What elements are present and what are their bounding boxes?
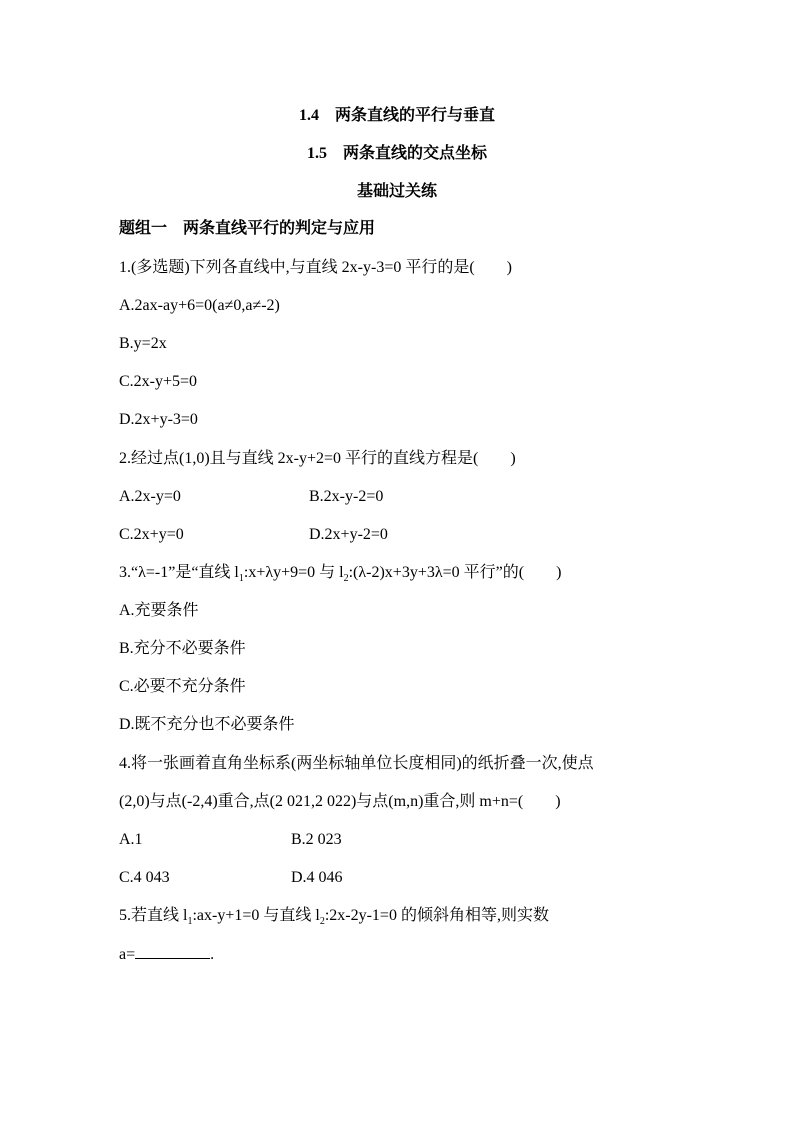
question-2-close: ) (510, 450, 516, 467)
question-5-stem (119, 906, 549, 926)
question-3-option-b: B.充分不必要条件 (119, 640, 246, 657)
question-5-period: . (210, 946, 215, 963)
question-4-stem-line-2 (119, 792, 561, 812)
question-4-close: ) (555, 793, 561, 810)
question-1-stem (119, 258, 512, 278)
question-3-stem (119, 563, 561, 583)
question-3-option-c: C.必要不充分条件 (119, 678, 246, 695)
subscript-1: 1 (187, 916, 193, 928)
question-4-option-c: C.4 043 (119, 869, 170, 886)
question-5-text-a: 5.若直线 l (119, 907, 188, 924)
question-3-text-b: :x+λy+9=0 与 l (243, 564, 344, 581)
question-4-text: (2,0)与点(-2,4)重合,点(2 021,2 022)与点(m,n)重合,则 m+n=( (119, 793, 524, 810)
section-title-1-4: 1.4 两条直线的平行与垂直 (298, 107, 495, 124)
question-5-answer-line (119, 944, 214, 965)
subscript-2: 2 (319, 916, 325, 928)
question-5-text-b: :ax-y+1=0 与直线 l (192, 907, 320, 924)
question-3-text-c: :(λ-2)x+3y+3λ=0 平行”的( (348, 564, 525, 581)
question-4-option-d: D.4 046 (291, 869, 343, 886)
question-1-text: 1.(多选题)下列各直线中,与直线 2x-y-3=0 平行的是( (119, 259, 475, 276)
subscript-1: 1 (238, 573, 244, 585)
group-heading: 题组一 两条直线平行的判定与应用 (119, 220, 376, 237)
question-3-option-a: A.充要条件 (119, 602, 199, 619)
question-3-option-d: D.既不充分也不必要条件 (119, 716, 295, 733)
section-title-1-5: 1.5 两条直线的交点坐标 (306, 145, 487, 162)
question-4-option-a: A.1 (119, 831, 143, 848)
question-1-option-c: C.2x-y+5=0 (119, 373, 198, 390)
subscript-2: 2 (343, 573, 349, 585)
question-4-option-b: B.2 023 (291, 831, 342, 848)
question-3-text-a: 3.“λ=-1”是“直线 l (119, 564, 239, 581)
exercise-subtitle: 基础过关练 (356, 183, 437, 200)
question-2-option-d: D.2x+y-2=0 (309, 526, 388, 543)
question-5-answer-label: a= (119, 946, 136, 963)
question-2-option-b: B.2x-y-2=0 (309, 488, 384, 505)
question-1-option-d: D.2x+y-3=0 (119, 411, 198, 428)
question-2-stem (119, 449, 516, 469)
question-2-option-a: A.2x-y=0 (119, 488, 181, 505)
question-1-close: ) (506, 259, 512, 276)
question-4-stem-line-1: 4.将一张画着直角坐标系(两坐标轴单位长度相同)的纸折叠一次,使点 (119, 755, 594, 772)
question-2-option-c: C.2x+y=0 (119, 526, 184, 543)
question-5-text-c: :2x-2y-1=0 的倾斜角相等,则实数 (324, 907, 549, 924)
question-3-close: ) (556, 564, 562, 581)
question-1-option-b: B.y=2x (119, 335, 167, 352)
answer-blank[interactable] (135, 944, 210, 959)
question-1-option-a: A.2ax-ay+6=0(a≠0,a≠-2) (119, 297, 280, 314)
question-2-text: 2.经过点(1,0)且与直线 2x-y+2=0 平行的直线方程是( (119, 450, 479, 467)
